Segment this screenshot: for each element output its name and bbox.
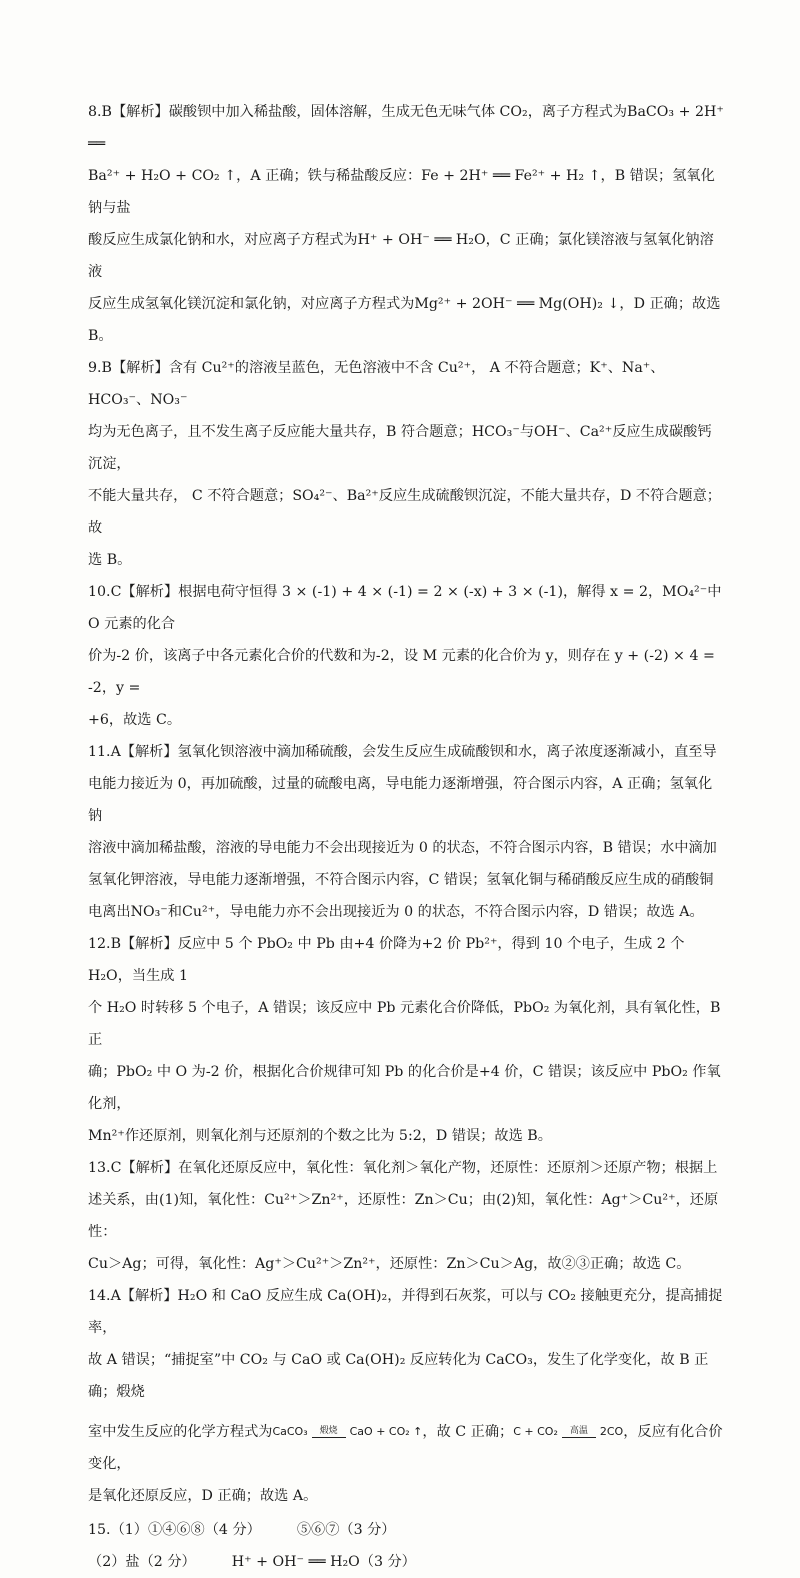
q15-part2-b: H⁺ + OH⁻ ══ H₂O（3 分） [231,1554,416,1570]
q9-line: 选 B。 [88,552,132,568]
q12-line: Mn²⁺作还原剂，则氧化剂与还原剂的个数之比为 5:2，D 错误；故选 B。 [88,1128,552,1144]
q9-line: 9.B【解析】含有 Cu²⁺的溶液呈蓝色，无色溶液中不含 Cu²⁺， A 不符合题意；K⁺、Na⁺、HCO₃⁻、NO₃⁻ [88,360,665,408]
calcination-equation [272,1416,422,1448]
answer-q13 [88,1152,724,1280]
answer-q12 [88,928,724,1152]
q11-line: 溶液中滴加稀盐酸，溶液的导电能力不会出现接近为 0 的状态，不符合图示内容，B 错误；水中滴加 [88,840,717,856]
eq2-product: 2CO [599,1425,624,1438]
q12-line: 确；PbO₂ 中 O 为-2 价，根据化合价规律可知 Pb 的化合价是+4 价，C 错误；该反应中 PbO₂ 作氧化剂， [88,1064,721,1112]
q15-part1-a: 15.（1）①④⑥⑧（4 分） [88,1522,261,1538]
q14-line3-suffix: ，反应有化合价变化， [88,1424,723,1472]
q11-line: 11.A【解析】氢氧化钡溶液中滴加稀硫酸，会发生反应生成硫酸钡和水，离子浓度逐渐减小，直至导 [88,744,717,760]
answer-q8 [88,96,724,352]
q14-equation-line [88,1416,724,1480]
q10-line: 价为-2 价，该离子中各元素化合价的代数和为-2，设 M 元素的化合价为 y，则存在 y + (-2) × 4 = -2，y = [88,648,715,696]
answer-content [88,96,724,1578]
q12-line: 个 H₂O 时转移 5 个电子，A 错误；该反应中 Pb 元素化合价降低，PbO₂ 为氧化剂，具有氧化性，B 正 [88,1000,721,1048]
eq1-arrow-line [312,1437,346,1438]
answer-q15 [88,1514,724,1578]
eq1-product: CaO + CO₂ ↑ [349,1425,423,1438]
q13-line: 述关系，由(1)知，氧化性：Cu²⁺＞Zn²⁺，还原性：Zn＞Cu；由(2)知，氧化性：Ag⁺＞Cu²⁺，还原性： [88,1192,719,1240]
eq1-condition [312,1426,346,1438]
q15-part1-b: ⑤⑥⑦（3 分） [296,1522,396,1538]
q15-part2-a: （2）盐（2 分） [88,1554,196,1570]
q14-line: 是氧化还原反应，D 正确；故选 A。 [88,1488,318,1504]
q15-part1 [88,1514,724,1546]
eq2-arrow-line [562,1437,596,1438]
q11-line: 氢氧化钾溶液，导电能力逐渐增强，不符合图示内容，C 错误；氢氧化铜与稀硝酸反应生成的硝酸铜 [88,872,714,888]
q9-line: 不能大量共存， C 不符合题意；SO₄²⁻、Ba²⁺反应生成硫酸钡沉淀，不能大量共存，D 不符合题意；故 [88,488,721,536]
q9-line: 均为无色离子，且不发生离子反应能大量共存，B 符合题意；HCO₃⁻与OH⁻、Ca²⁺反应生成碳酸钙沉淀， [88,424,712,472]
high-temp-equation [513,1416,623,1448]
q13-line: Cu＞Ag；可得，氧化性：Ag⁺＞Cu²⁺＞Zn²⁺，还原性：Zn＞Cu＞Ag，故②③正确；故选 C。 [88,1256,691,1272]
q11-line: 电离出NO₃⁻和Cu²⁺，导电能力亦不会出现接近为 0 的状态，不符合图示内容，D 错误；故选 A。 [88,904,704,920]
eq1-condition-label: 煅烧 [319,1426,338,1436]
q10-line: 10.C【解析】根据电荷守恒得 3 × (-1) + 4 × (-1) = 2 × (-x) + 3 × (-1)，解得 x = 2，MO₄²⁻中 O 元素的化合 [88,584,722,632]
q8-line: 反应生成氢氧化镁沉淀和氯化钠，对应离子方程式为Mg²⁺ + 2OH⁻ ══ Mg(OH)₂ ↓，D 正确；故选 B。 [88,296,721,344]
answer-q14 [88,1280,724,1512]
q14-line: 故 A 错误；“捕捉室”中 CO₂ 与 CaO 或 Ca(OH)₂ 反应转化为 CaCO₃，发生了化学变化，故 B 正确；煅烧 [88,1352,709,1400]
q12-line: 12.B【解析】反应中 5 个 PbO₂ 中 Pb 由+4 价降为+2 价 Pb²⁺，得到 10 个电子，生成 2 个 H₂O，当生成 1 [88,936,685,984]
eq2-condition [562,1426,596,1438]
eq1-reactant: CaCO₃ [272,1425,308,1438]
answer-q10 [88,576,724,736]
q11-line: 电能力接近为 0，再加硫酸，过量的硫酸电离，导电能力逐渐增强，符合图示内容，A 正确；氢氧化钠 [88,776,713,824]
answer-q9 [88,352,724,576]
q8-line: Ba²⁺ + H₂O + CO₂ ↑，A 正确；铁与稀盐酸反应：Fe + 2H⁺ ══ Fe²⁺ + H₂ ↑，B 错误；氢氧化钠与盐 [88,168,715,216]
q8-line: 酸反应生成氯化钠和水，对应离子方程式为H⁺ + OH⁻ ══ H₂O，C 正确；氯化镁溶液与氢氧化钠溶液 [88,232,714,280]
q14-line3-mid: ，故 C 正确； [422,1424,514,1440]
eq2-reactant: C + CO₂ [513,1425,558,1438]
answer-q11 [88,736,724,928]
q15-part2 [88,1546,724,1578]
q13-line: 13.C【解析】在氧化还原反应中，氧化性：氧化剂＞氧化产物，还原性：还原剂＞还原产物；根据上 [88,1160,718,1176]
q10-line: +6，故选 C。 [88,712,182,728]
q14-line3-prefix: 室中发生反应的化学方程式为 [88,1424,273,1440]
q8-line: 8.B【解析】碳酸钡中加入稀盐酸，固体溶解，生成无色无味气体 CO₂，离子方程式为BaCO₃ + 2H⁺ ══ [88,104,724,152]
q14-line: 14.A【解析】H₂O 和 CaO 反应生成 Ca(OH)₂，并得到石灰浆，可以与 CO₂ 接触更充分，提高捕捉率， [88,1288,723,1336]
eq2-condition-label: 高温 [569,1426,588,1436]
